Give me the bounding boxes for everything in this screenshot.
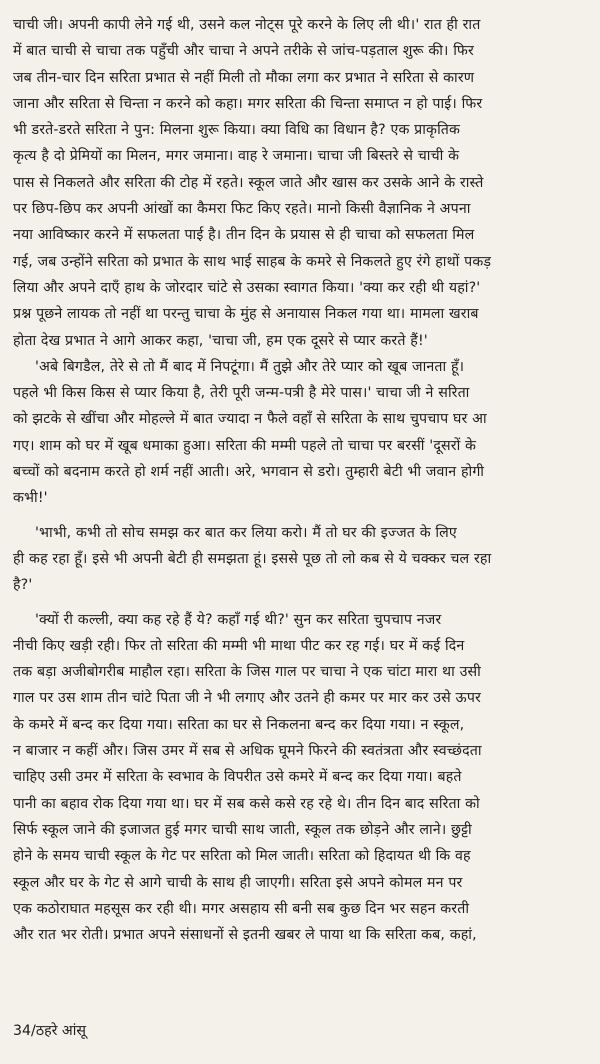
text-line: 'अबे बिगडैल, तेरे से तो मैं बाद में निपटूंगा। मैं तुझे और तेरे प्यार को खूब जानता हूँ। xyxy=(35,358,465,375)
text-line: कभी!' xyxy=(13,490,48,507)
text-line: एक कठोराघात महसूस कर रही थी। मगर असहाय सी बनी सब कुछ दिन भर सहन करती xyxy=(13,900,470,917)
text-line: स्कूल और घर के गेट से आगे चाची के साथ ही जाएगी। सरिता इसे अपने कोमल मन पर xyxy=(13,874,463,891)
paragraph-gap xyxy=(13,599,591,607)
page-footer: 34/ठहरे आंसू xyxy=(13,1023,87,1039)
text-line: नीची किए खड़ी रही। फिर तो सरिता की मम्मी भी माथा पीट कर रह गई। घर में कई दिन xyxy=(13,637,465,654)
text-line: कृत्य है दो प्रेमियों का मिलन, मगर जमाना। वाह रे जमाना। चाचा जी बिस्तरे से चाची के xyxy=(13,148,460,165)
text-line: पर छिप-छिप कर अपनी आंखों का कैमरा फिट किए रहते। मानो किसी वैज्ञानिक ने अपना xyxy=(13,201,471,218)
paragraph-gap xyxy=(13,512,591,520)
text-line: गई, जब उन्होंने सरिता को प्रभात के साथ भाई साहब के कमरे से निकलते हुए रंगे हाथों पकड़ xyxy=(13,253,492,270)
text-line: 'भाभी, कभी तो सोच समझ कर बात कर लिया करो। मैं तो घर की इज्जत के लिए xyxy=(35,524,457,541)
text-line: सिर्फ स्कूल जाने की इजाजत हुई मगर चाची साथ जाती, स्कूल तक छोड़ने और लाने। छुट्टी xyxy=(13,821,472,838)
text-line: में बात चाची से चाचा तक पहुँची और चाचा ने अपने तरीके से जांच-पड़ताल शुरू की। फिर xyxy=(13,43,474,60)
text-line: चाची जी। अपनी कापी लेने गई थी, उसने कल नोट्स पूरे करने के लिए ली थी।' रात ही रात xyxy=(13,17,481,33)
text-line: बच्चों को बदनाम करते हो शर्म नहीं आती। अरे, भगवान से डरो। तुम्हारी बेटी भी जवान होगी xyxy=(13,464,485,481)
body-text xyxy=(13,12,591,948)
text-line: गए। शाम को घर में खूब धमाका हुआ। सरिता की मम्मी पहले तो चाचा पर बरसीं 'दूसरों के xyxy=(13,437,477,454)
text-line: और रात भर रोती। प्रभात अपने संसाधनों से इतनी खबर ले पाया था कि सरिता कब, कहां, xyxy=(13,927,477,944)
text-line: पास से निकलते और सरिता की टोह में रहते। स्कूल जाते और खास कर उसके आने के रास्ते xyxy=(13,174,484,191)
text-line: 'क्यों री कल्ली, क्या कह रहे हैं ये? कहाँ गई थी?' सुन कर सरिता चुपचाप नजर xyxy=(35,611,442,628)
text-line: नया आविष्कार करने में सफलता पाई है। तीन दिन के प्रयास से ही चाचा को सफलता मिल xyxy=(13,227,475,244)
text-line: तक बड़ा अजीबोगरीब माहौल रहा। सरिता के जिस गाल पर चाचा ने एक चांटा मारा था उसी xyxy=(13,664,481,681)
text-line: चाहिए उसी उमर में सरिता के स्वभाव के विपरीत उसे कमरे में बन्द कर दिया गया। बहते xyxy=(13,769,462,786)
text-line: है?' xyxy=(13,577,33,594)
text-line: लिया और अपने दाएँ हाथ के जोरदार चांटे से उसका स्वागत किया। 'क्या कर रही थी यहां?' xyxy=(13,279,481,296)
text-line: जाना और सरिता से चिन्ता न करने को कहा। मगर सरिता की चिन्ता समाप्त न हो पाई। फिर xyxy=(13,95,483,112)
text-line: को झटके से खींचा और मोहल्ले में बात ज्यादा न फैले वहाँ से सरिता के साथ चुपचाप घर आ xyxy=(13,411,487,428)
text-line: ही कह रहा हूँ। इसे भी अपनी बेटी ही समझता हूं। इससे पूछ तो लो कब से ये चक्कर चल रहा xyxy=(13,550,492,567)
text-line: प्रश्न पूछने लायक तो नहीं था परन्तु चाचा के मुंह से अनायास निकल गया था। मामला खराब xyxy=(13,306,479,323)
text-line: होता देख प्रभात ने आगे आकर कहा, 'चाचा जी, हम एक दूसरे से प्यार करते हैं!' xyxy=(13,332,428,349)
text-line: पहले भी किस किस से प्यार किया है, तेरी पूरी जन्म-पत्री है मेरे पास।' चाचा जी ने सरिता xyxy=(13,385,470,402)
text-line: पानी का बहाव रोक दिया गया था। घर में सब कसे कसे रह रहे थे। तीन दिन बाद सरिता को xyxy=(13,795,480,812)
text-line: गाल पर उस शाम तीन चांटे पिता जी ने भी लगाए और उतने ही कमर पर मार कर उसे ऊपर xyxy=(13,690,481,707)
text-line: न बाजार न कहीं और। जिस उमर में सब से अधिक घूमने फिरने की स्वतंत्रता और स्वच्छंदता xyxy=(13,743,482,760)
text-line: के कमरे में बन्द कर दिया गया। सरिता का घर से निकलना बन्द कर दिया गया। न स्कूल, xyxy=(13,716,465,733)
text-line: होने के समय चाची स्कूल के गेट पर सरिता को मिल जाती। सरिता को हिदायत थी कि वह xyxy=(13,848,471,865)
text-line: जब तीन-चार दिन सरिता प्रभात से नहीं मिली तो मौका लगा कर प्रभात ने सरिता से कारण xyxy=(13,69,475,86)
text-line: भी डरते-डरते सरिता ने पुन: मिलना शुरू किया। क्या विधि का विधान है? एक प्राकृतिक xyxy=(13,122,461,139)
